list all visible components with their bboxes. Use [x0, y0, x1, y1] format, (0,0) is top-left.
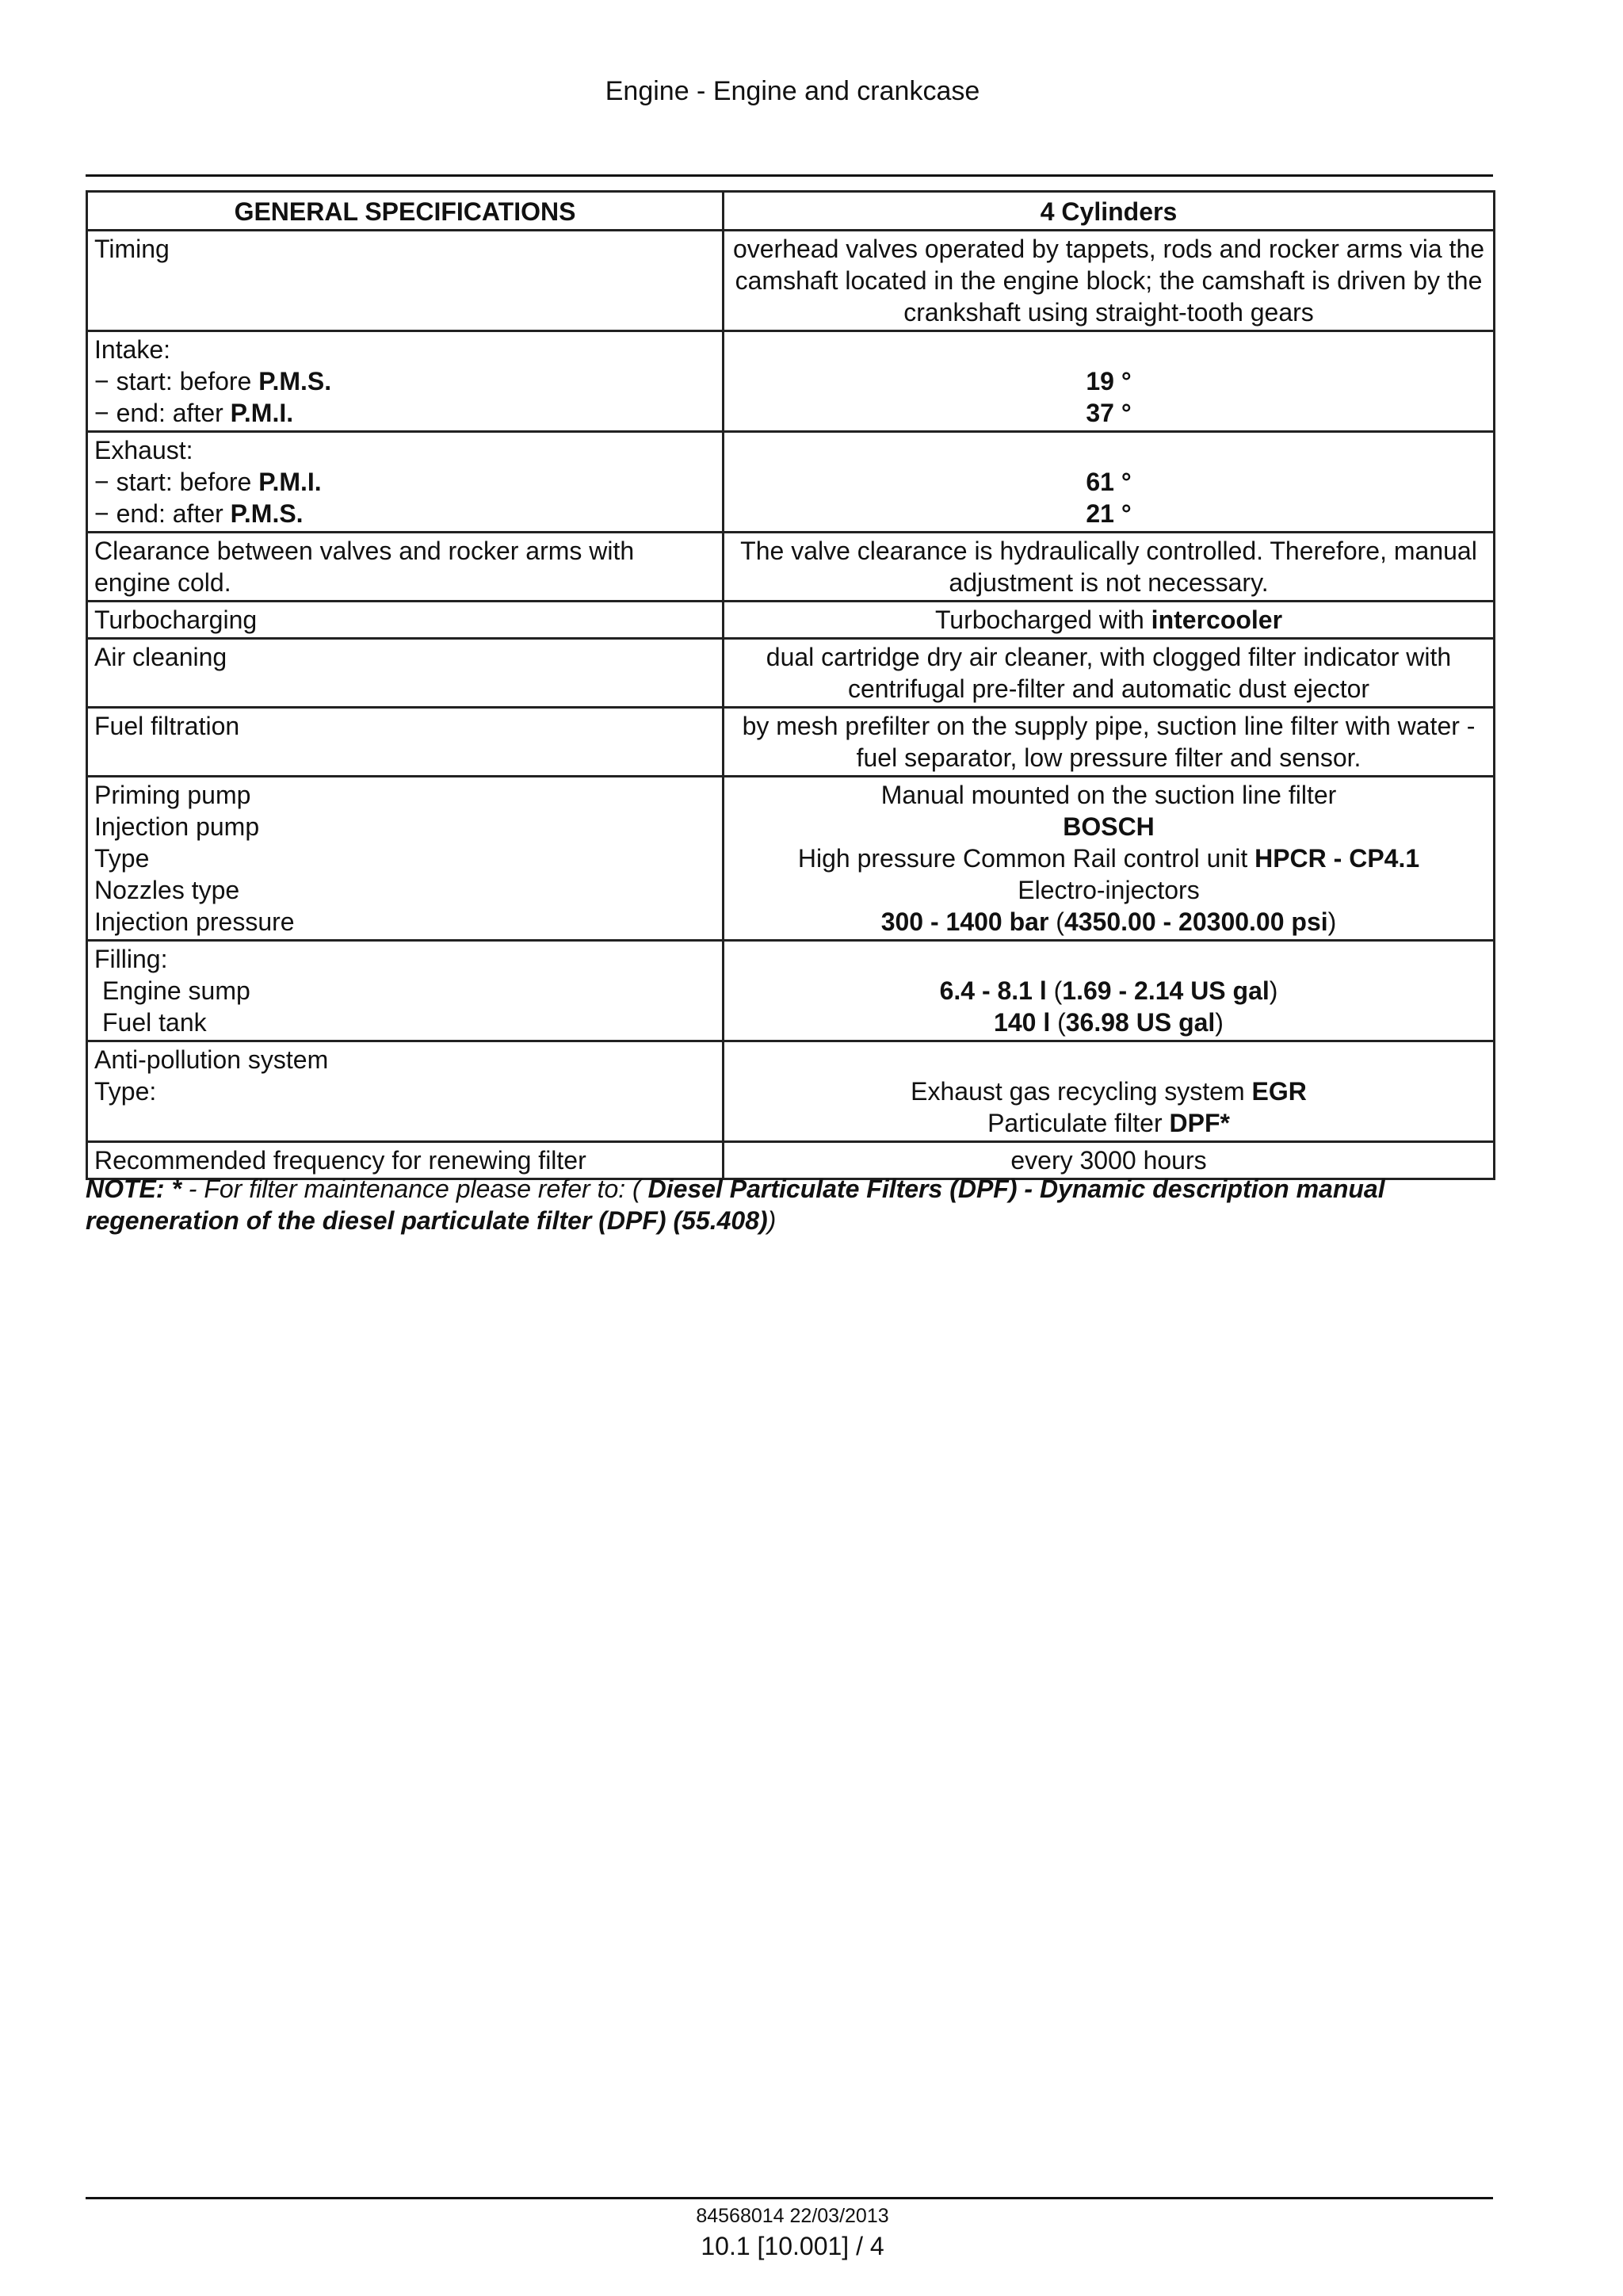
- table-row-air-cleaning: [87, 639, 1495, 708]
- anti-pollution-value-cell: [724, 1041, 1495, 1142]
- injection-pressure-value: 300 - 1400 bar (4350.00 - 20300.00 psi): [880, 907, 1337, 936]
- air-cleaning-label: Air cleaning: [87, 639, 724, 708]
- dpf-value: Particulate filter DPF*: [987, 1109, 1230, 1137]
- table-row-anti-pollution: [87, 1041, 1495, 1142]
- note-paragraph: [86, 1173, 1504, 1236]
- page-title: Engine - Engine and crankcase: [605, 76, 980, 106]
- nozzles-type-label: Nozzles type: [94, 876, 240, 904]
- fuel-tank-value: 140 l (36.98 US gal): [994, 1008, 1224, 1037]
- header-divider: [86, 174, 1493, 177]
- anti-pollution-type-label: Type:: [94, 1077, 157, 1106]
- table-row-timing: [87, 231, 1495, 331]
- timing-label: Timing: [87, 231, 724, 331]
- air-cleaning-value: dual cartridge dry air cleaner, with clogged filter indicator with centrifugal pre-filter and automatic dust ejector: [724, 639, 1495, 708]
- intake-label: Intake:: [94, 335, 171, 364]
- renewing-filter-label: Recommended frequency for renewing filter: [87, 1142, 724, 1179]
- table-row-clearance: [87, 533, 1495, 602]
- footer-divider: [86, 2197, 1493, 2199]
- exhaust-value-cell: [724, 432, 1495, 533]
- nozzles-type-value: Electro-injectors: [1018, 876, 1200, 904]
- injection-pump-value: BOSCH: [1063, 812, 1155, 841]
- note-reference-link[interactable]: Diesel Particulate Filters (DPF) - Dynamic description manual regeneration of the diesel particulate filter (DPF) (55.408): [86, 1175, 1385, 1235]
- intake-value-cell: [724, 331, 1495, 432]
- table-row-intake: [87, 331, 1495, 432]
- intake-end-value: 37 °: [1086, 399, 1132, 427]
- table-row-filling: [87, 941, 1495, 1041]
- injection-pump-label: Injection pump: [94, 812, 260, 841]
- footer-page-number: 10.1 [10.001] / 4: [701, 2232, 884, 2260]
- priming-pump-label: Priming pump: [94, 781, 251, 809]
- general-specifications-table: [86, 190, 1495, 1180]
- intake-end-label: − end: after P.M.I.: [94, 399, 294, 427]
- engine-sump-value: 6.4 - 8.1 l (1.69 - 2.14 US gal): [939, 976, 1278, 1005]
- intake-start-value: 19 °: [1086, 367, 1132, 395]
- anti-pollution-label-cell: [87, 1041, 724, 1142]
- table-row-turbocharging: [87, 602, 1495, 639]
- header-general-specifications: GENERAL SPECIFICATIONS: [87, 192, 724, 231]
- note-lead: NOTE: *: [86, 1175, 181, 1203]
- exhaust-start-label: − start: before P.M.I.: [94, 468, 322, 496]
- table-row-exhaust: [87, 432, 1495, 533]
- exhaust-end-label: − end: after P.M.S.: [94, 499, 304, 528]
- exhaust-start-value: 61 °: [1086, 468, 1132, 496]
- note-close: ): [767, 1206, 777, 1235]
- engine-sump-label: Engine sump: [102, 976, 250, 1005]
- renewing-filter-value: every 3000 hours: [724, 1142, 1495, 1179]
- table-header-row: [87, 192, 1495, 231]
- injection-value-cell: [724, 777, 1495, 941]
- fuel-filtration-value: by mesh prefilter on the supply pipe, suction line filter with water - fuel separator, low pressure filter and sensor.: [724, 708, 1495, 777]
- filling-label: Filling:: [94, 945, 168, 973]
- table-row-injection: [87, 777, 1495, 941]
- filling-value-cell: [724, 941, 1495, 1041]
- exhaust-label-cell: [87, 432, 724, 533]
- type-label: Type: [94, 844, 150, 873]
- table-row-fuel-filtration: [87, 708, 1495, 777]
- clearance-label: Clearance between valves and rocker arms with engine cold.: [87, 533, 724, 602]
- clearance-value: The valve clearance is hydraulically controlled. Therefore, manual adjustment is not necessary.: [724, 533, 1495, 602]
- exhaust-label: Exhaust:: [94, 436, 193, 464]
- intake-start-label: − start: before P.M.S.: [94, 367, 332, 395]
- injection-label-cell: [87, 777, 724, 941]
- footer-document-id: 84568014 22/03/2013: [696, 2205, 889, 2227]
- timing-value: overhead valves operated by tappets, rods and rocker arms via the camshaft located in the engine block; the camshaft is driven by the crankshaft using straight-tooth gears: [724, 231, 1495, 331]
- turbocharging-label: Turbocharging: [87, 602, 724, 639]
- intake-label-cell: [87, 331, 724, 432]
- egr-value: Exhaust gas recycling system EGR: [911, 1077, 1307, 1106]
- priming-pump-value: Manual mounted on the suction line filter: [880, 781, 1337, 809]
- fuel-filtration-label: Fuel filtration: [87, 708, 724, 777]
- fuel-tank-label: Fuel tank: [102, 1008, 207, 1037]
- type-value: High pressure Common Rail control unit HPCR - CP4.1: [797, 844, 1420, 873]
- injection-pressure-label: Injection pressure: [94, 907, 295, 936]
- header-4-cylinders: 4 Cylinders: [724, 192, 1495, 231]
- anti-pollution-label: Anti-pollution system: [94, 1045, 329, 1074]
- exhaust-end-value: 21 °: [1086, 499, 1132, 528]
- note-text: - For filter maintenance please refer to: (: [181, 1175, 648, 1203]
- turbocharging-value: Turbocharged with intercooler: [724, 602, 1495, 639]
- filling-label-cell: [87, 941, 724, 1041]
